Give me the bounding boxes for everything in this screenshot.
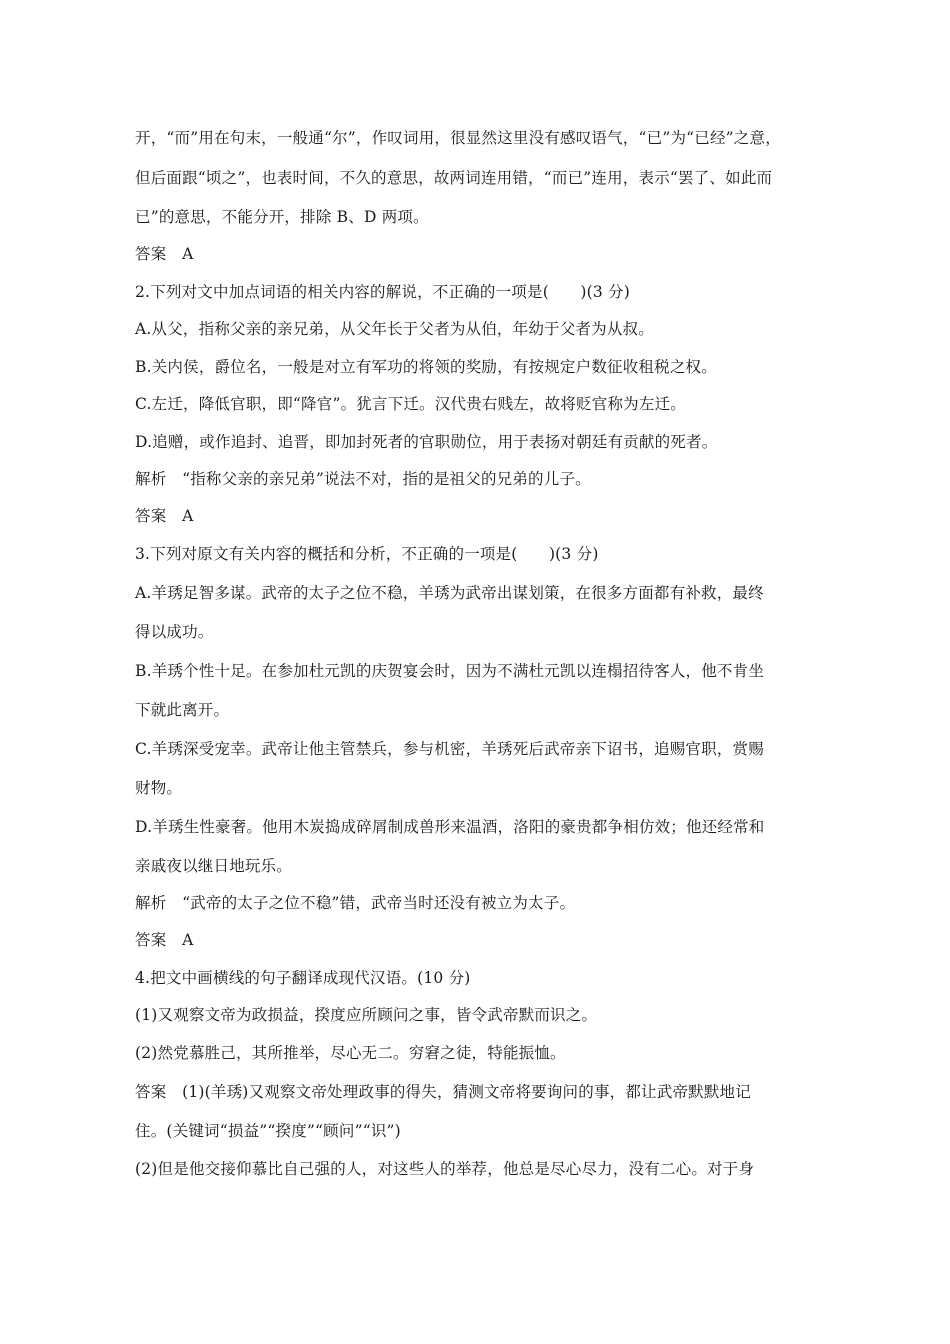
option-c-cont: 财物。 [135, 779, 183, 797]
option-a: A.羊琇足智多谋。武帝的太子之位不稳，羊琇为武帝出谋划策，在很多方面都有补救，最终 [135, 584, 764, 602]
analysis-line: 解析 “指称父亲的亲兄弟”说法不对，指的是祖父的兄弟的儿子。 [135, 470, 591, 488]
option-b: B.关内侯，爵位名，一般是对立有军功的将领的奖励，有按规定户数征收租税之权。 [135, 358, 717, 376]
question-title: 3.下列对原文有关内容的概括和分析，不正确的一项是( )(3 分) [135, 545, 599, 563]
option-c: C.羊琇深受宠幸。武帝让他主管禁兵，参与机密，羊琇死后武帝亲下诏书，追赐官职，赏赐 [135, 740, 764, 758]
sentence-1: (1)又观察文帝为政损益，揆度应所顾问之事，皆令武帝默而识之。 [135, 1006, 598, 1024]
option-b: B.羊琇个性十足。在参加杜元凯的庆贺宴会时，因为不满杜元凯以连榻招待客人，他不肯坐 [135, 662, 765, 680]
answer-line-2: (2)但是他交接仰慕比自己强的人，对这些人的举荐，他总是尽心尽力，没有二心。对于身 [135, 1160, 755, 1178]
option-a-cont: 得以成功。 [135, 623, 214, 641]
option-b-cont: 下就此离开。 [135, 701, 230, 719]
question-title: 2.下列对文中加点词语的相关内容的解说，不正确的一项是( )(3 分) [135, 283, 630, 301]
answer-line-cont: 住。(关键词“损益”“揆度”“顾问”“识”) [135, 1122, 401, 1140]
text-line: 但后面跟“顷之”，也表时间，不久的意思，故两词连用错，“而已”连用，表示“罢了、如此而 [135, 169, 773, 187]
answer-line: 答案 A [135, 931, 194, 949]
option-d-cont: 亲戚夜以继日地玩乐。 [135, 857, 293, 875]
question-title: 4.把文中画横线的句子翻译成现代汉语。(10 分) [135, 969, 471, 987]
option-c: C.左迁，降低官职，即“降官”。犹言下迁。汉代贵右贱左，故将贬官称为左迁。 [135, 395, 686, 413]
answer-line: 答案 (1)(羊琇)又观察文帝处理政事的得失，猜测文帝将要询问的事，都让武帝默默地记 [135, 1083, 751, 1101]
option-a: A.从父，指称父亲的亲兄弟，从父年长于父者为从伯，年幼于父者为从叔。 [135, 320, 654, 338]
text-line: 开，“而”用在句末，一般通“尔”，作叹词用，很显然这里没有感叹语气，“已”为“已经”之意， [135, 129, 781, 147]
answer-line: 答案 A [135, 507, 194, 525]
sentence-2: (2)然党慕胜己，其所推举，尽心无二。穷窘之徒，特能振恤。 [135, 1044, 566, 1062]
text-line: 已”的意思，不能分开，排除 B、D 两项。 [135, 208, 429, 226]
answer-line: 答案 A [135, 245, 194, 263]
analysis-line: 解析 “武帝的太子之位不稳”错，武帝当时还没有被立为太子。 [135, 894, 576, 912]
option-d: D.羊琇生性豪奢。他用木炭捣成碎屑制成兽形来温酒，洛阳的豪贵都争相仿效；他还经常和 [135, 818, 765, 836]
option-d: D.追赠，或作追封、追晋，即加封死者的官职勋位，用于表扬对朝廷有贡献的死者。 [135, 433, 718, 451]
document-page [135, 118, 825, 1188]
